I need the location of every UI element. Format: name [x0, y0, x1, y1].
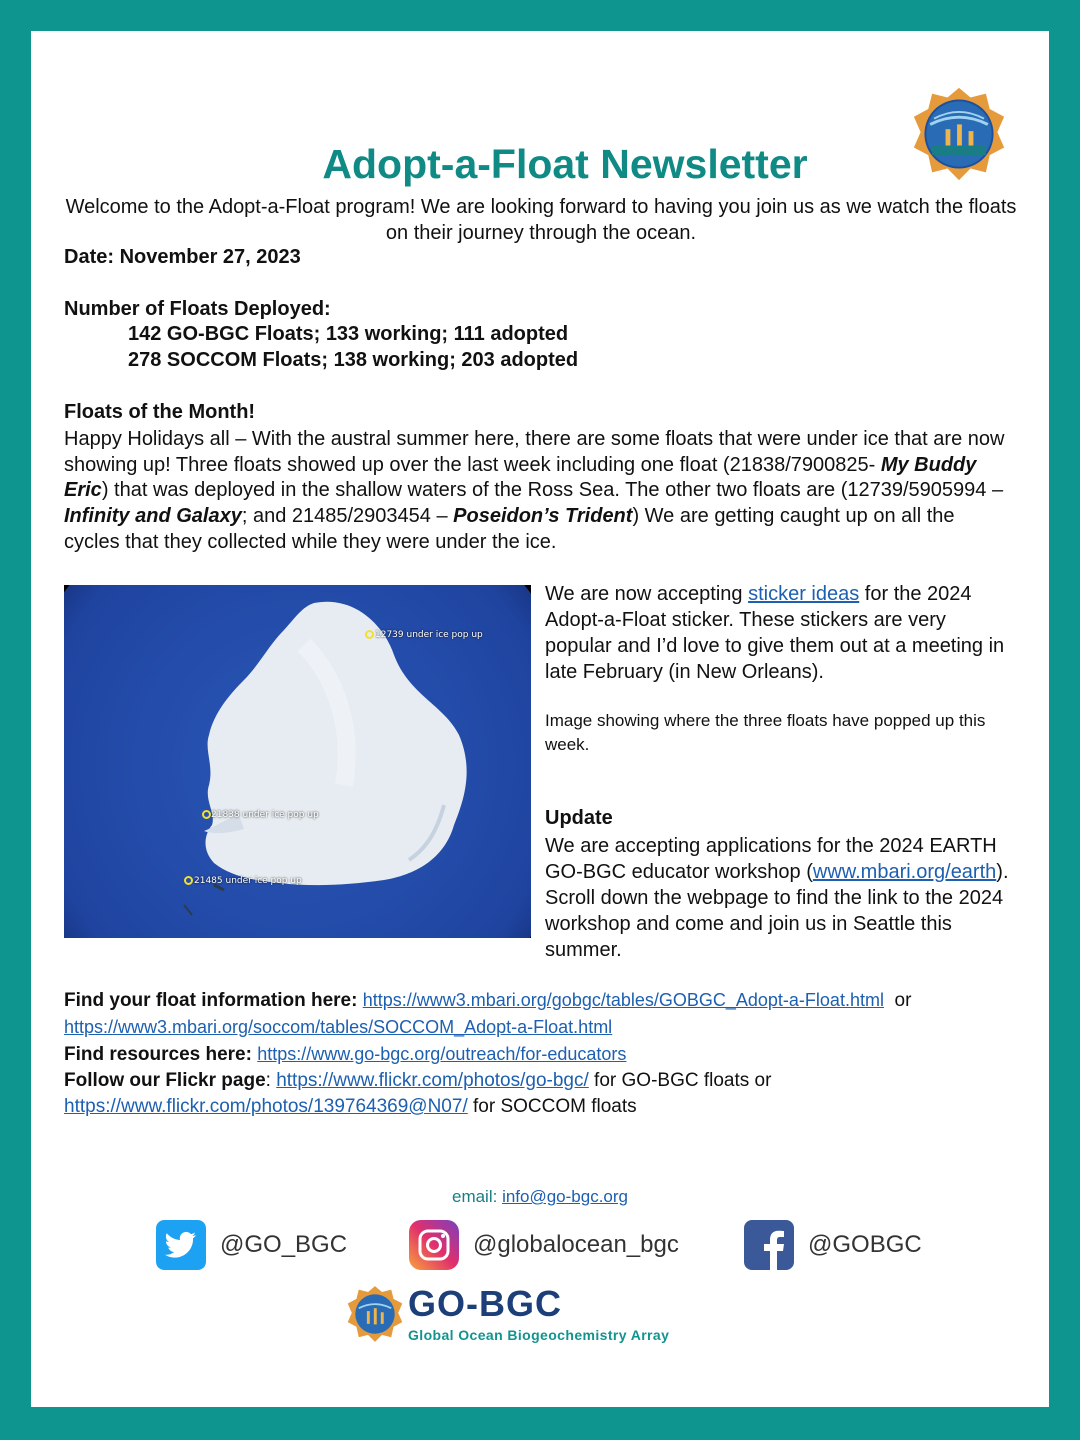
floats-of-month-paragraph: Happy Holidays all – With the austral summer here, there are some floats that were under ice that are now showing up! Three floats showed up over the last week including one float (21838/7900825- My Buddy Eric) that was deployed in the shallow waters of the Ross Sea. The other two floats are (12739/5905994 – Infinity and Galaxy; and 21485/2903454 – Poseidon’s Trident) We are getting caught up on all the cycles that they collected while they were under the ice.: [64, 428, 1005, 553]
twitter-handle: @GO_BGC: [220, 1231, 348, 1258]
soccom-table-link[interactable]: https://www3.mbari.org/soccom/tables/SOCCOM_Adopt-a-Float.html: [64, 1017, 613, 1037]
float-12739-marker: [365, 630, 374, 639]
map-caption: Image showing where the three floats have popped up this week.: [545, 711, 986, 754]
twitter-handle-group[interactable]: [156, 1217, 347, 1273]
gobgc-float-count: 142 GO-BGC Floats; 133 working; 111 adopted: [128, 323, 569, 345]
gobgc-table-link[interactable]: https://www3.mbari.org/gobgc/tables/GOBGC_Adopt-a-Float.html: [362, 990, 884, 1010]
update-paragraph: We are accepting applications for the 2024 EARTH GO-BGC educator workshop (www.mbari.org/earth). Scroll down the webpage to find the link to the 2024 workshop and come and join us in Seattle this summer.: [545, 835, 1009, 961]
float-21485-label: 21485 under ice pop up: [194, 876, 302, 886]
facebook-handle-group[interactable]: [744, 1217, 922, 1273]
float-name-3: Poseidon’s Trident: [453, 505, 633, 528]
instagram-handle-group[interactable]: [409, 1217, 679, 1273]
resource-links: Find your float information here: https://www3.mbari.org/gobgc/tables/GOBGC_Adopt-a-Float.html or https://www3.mbari.org/soccom/tables/SOCCOM_Adopt-a-Float.html Find resources here: https://www.go-bgc.org/outreach/for-educators Follow our Flickr page: https://www.flickr.com/photos/go-bgc/ for GO-BGC floats or https://www.flickr.com/photos/139764369@N07/ for SOCCOM floats: [64, 990, 912, 1117]
instagram-icon: [409, 1220, 459, 1270]
floats-deployed-heading: Number of Floats Deployed:: [64, 298, 331, 320]
float-21838-label: 21838 under ice pop up: [211, 810, 319, 820]
update-heading: Update: [545, 807, 613, 829]
soccom-flickr-link[interactable]: https://www.flickr.com/photos/139764369@N07/: [64, 1096, 468, 1117]
float-name-2: Infinity and Galaxy: [64, 505, 242, 528]
antarctica-float-map: [64, 585, 531, 938]
float-21485-marker: [184, 876, 193, 885]
educator-resources-link[interactable]: https://www.go-bgc.org/outreach/for-educators: [257, 1044, 627, 1064]
twitter-icon: [156, 1220, 206, 1270]
facebook-icon: [744, 1220, 794, 1270]
resources-label: Find resources here:: [64, 1044, 252, 1065]
org-full-name: Global Ocean Biogeochemistry Array: [408, 1327, 670, 1343]
facebook-handle: @GOBGC: [808, 1231, 922, 1258]
floats-of-month-heading: Floats of the Month!: [64, 401, 256, 423]
email-link[interactable]: info@go-bgc.org: [502, 1187, 629, 1206]
gobgc-flickr-link[interactable]: https://www.flickr.com/photos/go-bgc/: [276, 1070, 589, 1091]
earth-workshop-link[interactable]: www.mbari.org/earth: [812, 861, 997, 883]
sticker-ideas-link[interactable]: sticker ideas: [748, 583, 860, 605]
float-name-1: My Buddy Eric: [64, 453, 977, 502]
newsletter-title: Adopt-a-Float Newsletter: [322, 141, 808, 187]
sticker-paragraph: We are now accepting sticker ideas for the 2024 Adopt-a-Float sticker. These stickers are very popular and I’d love to give them out at a meeting in late February (in New Orleans).: [545, 583, 1005, 683]
go-bgc-footer-logo: [346, 1283, 746, 1349]
float-12739-label: 12739 under ice pop up: [375, 630, 483, 640]
soccom-float-count: 278 SOCCOM Floats; 138 working; 203 adopted: [128, 349, 579, 371]
go-bgc-emblem-icon: [346, 1285, 404, 1343]
float-21838-marker: [202, 810, 211, 819]
float-info-label: Find your float information here:: [64, 990, 358, 1011]
contact-email: email: info@go-bgc.org: [451, 1187, 629, 1206]
newsletter-date: Date: November 27, 2023: [64, 246, 301, 268]
org-name: GO-BGC: [408, 1283, 562, 1324]
newsletter-page: [31, 31, 1049, 1407]
instagram-handle: @globalocean_bgc: [473, 1231, 679, 1258]
intro-text: Welcome to the Adopt-a-Float program! We are looking forward to having you join us as we watch the floats on their journey through the ocean.: [65, 196, 1017, 244]
flickr-label: Follow our Flickr page: [64, 1070, 266, 1091]
